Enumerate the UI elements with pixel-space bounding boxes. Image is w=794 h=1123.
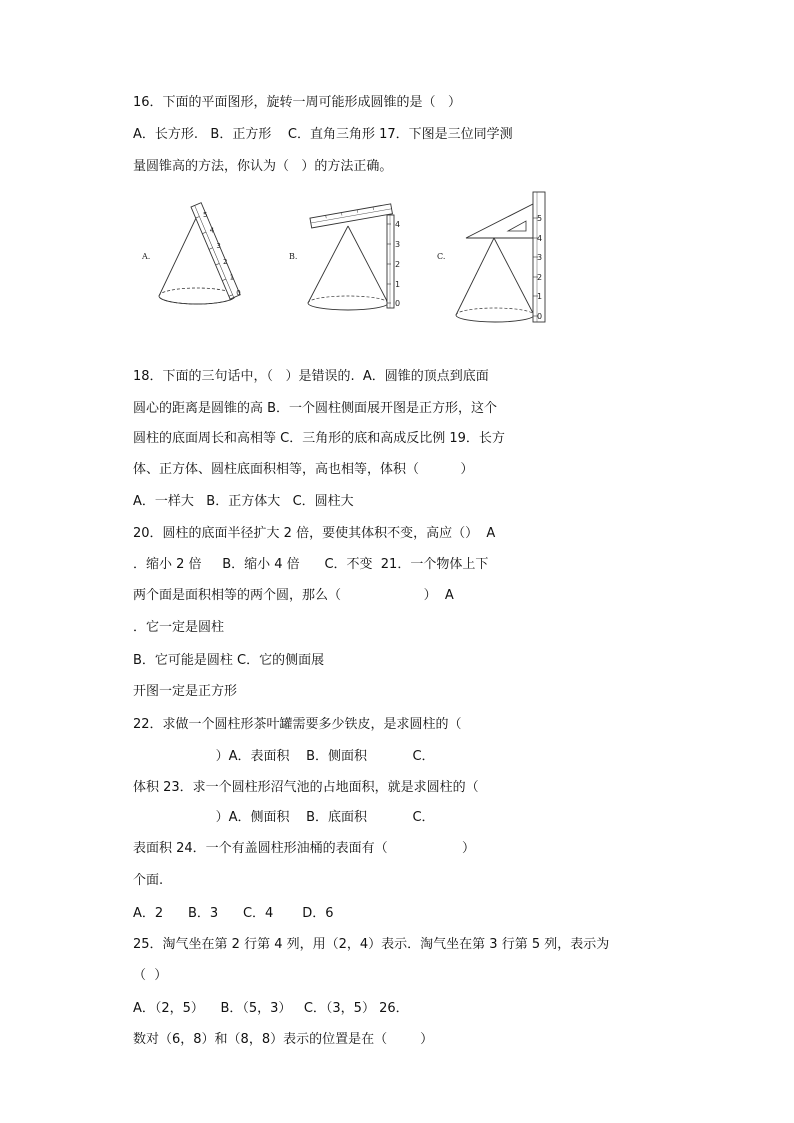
tick-label: 4 — [537, 234, 543, 243]
text-line: ．缩小 2 倍 B．缩小 4 倍 C．不变 21．一个物体上下 — [133, 557, 489, 572]
text-line: 数对（6，8）和（8，8）表示的位置是在（ ） — [133, 1032, 434, 1047]
tick-label: 4 — [395, 220, 401, 229]
text-line: 25．淘气坐在第 2 行第 4 列，用（2，4）表示．淘气坐在第 3 行第 5 列，表示为 — [133, 937, 610, 952]
figure-b-label: B. — [289, 252, 298, 261]
text-line: 圆柱的底面周长和高相等 C．三角形的底和高成反比例 19．长方 — [133, 431, 505, 446]
tick-label: 3 — [216, 242, 221, 251]
tick-label: 3 — [395, 240, 401, 249]
text-line: A．一样大 B．正方体大 C．圆柱大 — [133, 494, 354, 509]
tick-label: 1 — [229, 273, 235, 282]
text-line: A．（2，5） B．（5，3） C．（3，5） 26． — [133, 1001, 409, 1016]
text-line: 22．求做一个圆柱形茶叶罐需要多少铁皮，是求圆柱的（ — [133, 717, 462, 732]
text-line: 圆心的距离是圆锥的高 B．一个圆柱侧面展开图是正方形，这个 — [133, 401, 498, 416]
text-line: 表面积 24．一个有盖圆柱形油桶的表面有（ ） — [133, 841, 476, 856]
figure-c — [430, 188, 560, 328]
text-line: 量圆锥高的方法，你认为（ ）的方法正确。 — [133, 159, 393, 174]
text-line: ）A．表面积 B．侧面积 C． — [133, 749, 435, 764]
text-line: A．2 B．3 C．4 D．6 — [133, 906, 334, 921]
figure-b — [283, 200, 413, 315]
figure-a-label: A. — [142, 252, 151, 261]
tick-label: 0 — [236, 289, 241, 298]
tick-label: 4 — [209, 226, 215, 235]
text-line: B．它可能是圆柱 C．它的侧面展 — [133, 653, 325, 668]
tick-label: 2 — [395, 260, 401, 269]
tick-label: 3 — [537, 253, 543, 262]
text-line: 16．下面的平面图形，旋转一周可能形成圆锥的是（ ） — [133, 95, 461, 110]
cone-ruler-c-diagram — [430, 188, 560, 328]
tick-label: 1 — [395, 280, 401, 289]
text-line: 个面. — [133, 873, 164, 888]
cone-ruler-a-diagram — [130, 196, 280, 316]
text-line: ．它一定是圆柱 — [133, 620, 225, 635]
tick-label: 0 — [537, 312, 543, 321]
tick-label: 2 — [537, 273, 543, 282]
cone-ruler-b-diagram — [283, 200, 413, 315]
text-line: 开图一定是正方形 — [133, 684, 238, 699]
text-line: （ ） — [133, 968, 168, 983]
tick-label: 0 — [395, 299, 401, 308]
figure-c-label: C. — [437, 252, 446, 261]
tick-label: 5 — [203, 210, 208, 219]
text-line: ）A．侧面积 B．底面积 C． — [133, 810, 435, 825]
text-line: 18．下面的三句话中，（ ）是错误的. A．圆锥的顶点到底面 — [133, 369, 489, 384]
figure-a — [130, 196, 280, 316]
tick-label: 1 — [537, 292, 543, 301]
tick-label: 5 — [537, 214, 543, 223]
text-line: 体积 23．求一个圆柱形沼气池的占地面积，就是求圆柱的（ — [133, 780, 479, 795]
tick-label: 2 — [222, 257, 228, 266]
text-line: A．长方形. B．正方形 C．直角三角形 17．下图是三位同学测 — [133, 127, 513, 142]
text-line: 20．圆柱的底面半径扩大 2 倍，要使其体积不变，高应（） A — [133, 526, 496, 541]
text-line: 两个面是面积相等的两个圆，那么（ ） A — [133, 588, 454, 603]
text-line: 体、正方体、圆柱底面积相等，高也相等，体积（ ） — [133, 462, 474, 477]
